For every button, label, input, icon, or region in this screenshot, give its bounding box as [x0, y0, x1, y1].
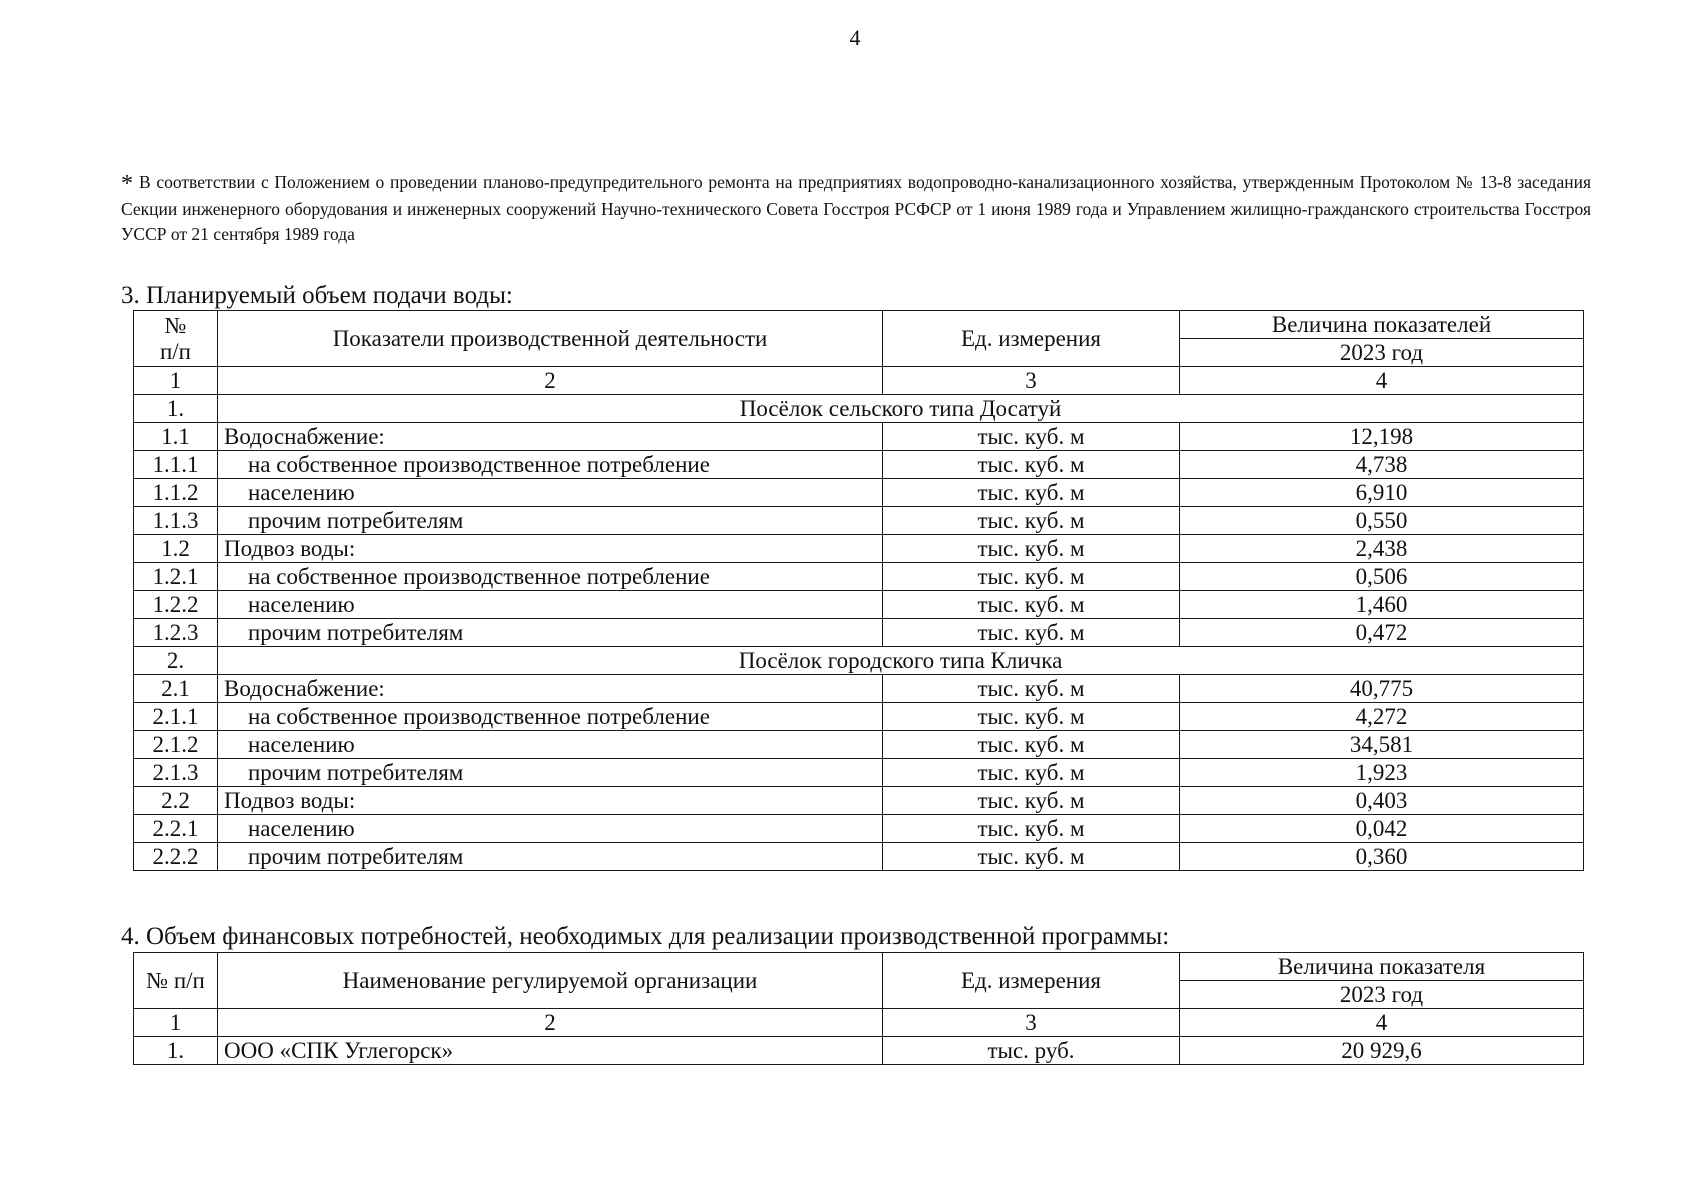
row-value: 40,775	[1180, 675, 1584, 703]
row-indicator: прочим потребителям	[218, 507, 883, 535]
col-number-3: 3	[883, 1009, 1180, 1037]
page-number: 4	[849, 25, 861, 50]
table-row	[134, 787, 1584, 815]
row-indicator: Подвоз воды:	[218, 535, 883, 563]
row-number: 2.1	[134, 675, 218, 703]
table-header-row	[134, 953, 1584, 981]
header-indicator: Показатели производственной деятельности	[218, 311, 883, 367]
row-indicator: населению	[218, 815, 883, 843]
row-number: 1.2.1	[134, 563, 218, 591]
row-number: 1.2	[134, 535, 218, 563]
col-number-1: 1	[134, 1009, 218, 1037]
row-value: 1,460	[1180, 591, 1584, 619]
header-name: Наименование регулируемой организации	[218, 953, 883, 1009]
table-row	[134, 843, 1584, 871]
row-indicator: Подвоз воды:	[218, 787, 883, 815]
financial-needs-table	[133, 952, 1584, 1065]
row-number: 1.	[134, 1037, 218, 1065]
column-number-row	[134, 367, 1584, 395]
row-indicator: на собственное производственное потребление	[218, 563, 883, 591]
row-value: 0,042	[1180, 815, 1584, 843]
row-indicator: на собственное производственное потребление	[218, 703, 883, 731]
row-number: 1.2.3	[134, 619, 218, 647]
row-unit: тыс. куб. м	[883, 731, 1180, 759]
col-number-1: 1	[134, 367, 218, 395]
table-row	[134, 815, 1584, 843]
header-value: Величина показателей	[1180, 311, 1584, 339]
row-indicator: Водоснабжение:	[218, 423, 883, 451]
table-row	[134, 451, 1584, 479]
header-year: 2023 год	[1180, 339, 1584, 367]
row-value: 6,910	[1180, 479, 1584, 507]
row-unit: тыс. куб. м	[883, 843, 1180, 871]
row-number: 2.1.2	[134, 731, 218, 759]
table-row	[134, 479, 1584, 507]
row-unit: тыс. куб. м	[883, 451, 1180, 479]
water-supply-table	[133, 310, 1584, 871]
header-value: Величина показателя	[1180, 953, 1584, 981]
group-title: Посёлок городского типа Кличка	[218, 647, 1584, 675]
table-row	[134, 423, 1584, 451]
row-unit: тыс. куб. м	[883, 591, 1180, 619]
row-value: 4,272	[1180, 703, 1584, 731]
row-indicator: прочим потребителям	[218, 619, 883, 647]
row-unit: тыс. куб. м	[883, 479, 1180, 507]
table-row	[134, 563, 1584, 591]
col-number-2: 2	[218, 367, 883, 395]
section-3-heading: 3. Планируемый объем подачи воды:	[121, 282, 513, 309]
row-indicator: прочим потребителям	[218, 843, 883, 871]
row-number: 1.1.3	[134, 507, 218, 535]
row-unit: тыс. куб. м	[883, 787, 1180, 815]
row-value: 1,923	[1180, 759, 1584, 787]
col-number-3: 3	[883, 367, 1180, 395]
row-number: 1.1	[134, 423, 218, 451]
header-num-line2: п/п	[159, 338, 191, 364]
row-number: 2.1.3	[134, 759, 218, 787]
row-number: 2.2.1	[134, 815, 218, 843]
row-indicator: населению	[218, 479, 883, 507]
row-number: 2.2	[134, 787, 218, 815]
table-group-row	[134, 647, 1584, 675]
footnote-text: В соответствии с Положением о проведении планово-предупредительного ремонта на предприятиях водопроводно-канализационного хозяйства, утвержденным Протоколом № 13-8 заседания Секции инженерного оборудования и инженерных сооружений Научно-технического Совета Госстроя РСФСР от 1 июня 1989 года и Управлением жилищно-гражданского строительства Госстроя УССР от 21 сентября 1989 года	[121, 172, 1591, 244]
row-indicator: населению	[218, 731, 883, 759]
row-unit: тыс. куб. м	[883, 815, 1180, 843]
row-number: 2.2.2	[134, 843, 218, 871]
header-num: № п/п	[134, 953, 218, 1009]
row-indicator: на собственное производственное потребление	[218, 451, 883, 479]
row-unit: тыс. куб. м	[883, 619, 1180, 647]
row-value: 0,360	[1180, 843, 1584, 871]
row-unit: тыс. куб. м	[883, 507, 1180, 535]
row-unit: тыс. куб. м	[883, 563, 1180, 591]
row-value: 12,198	[1180, 423, 1584, 451]
col-number-4: 4	[1180, 1009, 1584, 1037]
row-number: 1.1.2	[134, 479, 218, 507]
row-number: 2.1.1	[134, 703, 218, 731]
row-unit: тыс. куб. м	[883, 535, 1180, 563]
col-number-2: 2	[218, 1009, 883, 1037]
row-number: 1.1.1	[134, 451, 218, 479]
row-unit: тыс. куб. м	[883, 759, 1180, 787]
row-unit: тыс. куб. м	[883, 675, 1180, 703]
header-year: 2023 год	[1180, 981, 1584, 1009]
row-indicator: населению	[218, 591, 883, 619]
section-4-heading: 4. Объем финансовых потребностей, необходимых для реализации производственной программы:	[121, 923, 1170, 950]
row-value: 4,738	[1180, 451, 1584, 479]
table-row	[134, 507, 1584, 535]
table-row	[134, 675, 1584, 703]
row-unit: тыс. куб. м	[883, 423, 1180, 451]
table-row	[134, 731, 1584, 759]
table-row	[134, 1037, 1584, 1065]
table-header-row	[134, 311, 1584, 339]
row-number: 1.	[134, 395, 218, 423]
row-indicator: Водоснабжение:	[218, 675, 883, 703]
row-organization: ООО «СПК Углегорск»	[218, 1037, 883, 1065]
row-number: 2.	[134, 647, 218, 675]
col-number-4: 4	[1180, 367, 1584, 395]
row-value: 20 929,6	[1180, 1037, 1584, 1065]
table-row	[134, 619, 1584, 647]
table-row	[134, 703, 1584, 731]
row-value: 0,506	[1180, 563, 1584, 591]
row-value: 2,438	[1180, 535, 1584, 563]
row-number: 1.2.2	[134, 591, 218, 619]
row-value: 34,581	[1180, 731, 1584, 759]
column-number-row	[134, 1009, 1584, 1037]
footnote	[121, 170, 1591, 247]
table-group-row	[134, 395, 1584, 423]
row-indicator: прочим потребителям	[218, 759, 883, 787]
row-unit: тыс. куб. м	[883, 703, 1180, 731]
row-value: 0,472	[1180, 619, 1584, 647]
table-row	[134, 591, 1584, 619]
header-unit: Ед. измерения	[883, 953, 1180, 1009]
table-row	[134, 535, 1584, 563]
footnote-marker: *	[121, 171, 133, 197]
row-unit: тыс. руб.	[883, 1037, 1180, 1065]
header-num	[134, 311, 218, 367]
group-title: Посёлок сельского типа Досатуй	[218, 395, 1584, 423]
row-value: 0,403	[1180, 787, 1584, 815]
header-num-line1: №	[164, 312, 187, 338]
table-row	[134, 759, 1584, 787]
header-unit: Ед. измерения	[883, 311, 1180, 367]
row-value: 0,550	[1180, 507, 1584, 535]
